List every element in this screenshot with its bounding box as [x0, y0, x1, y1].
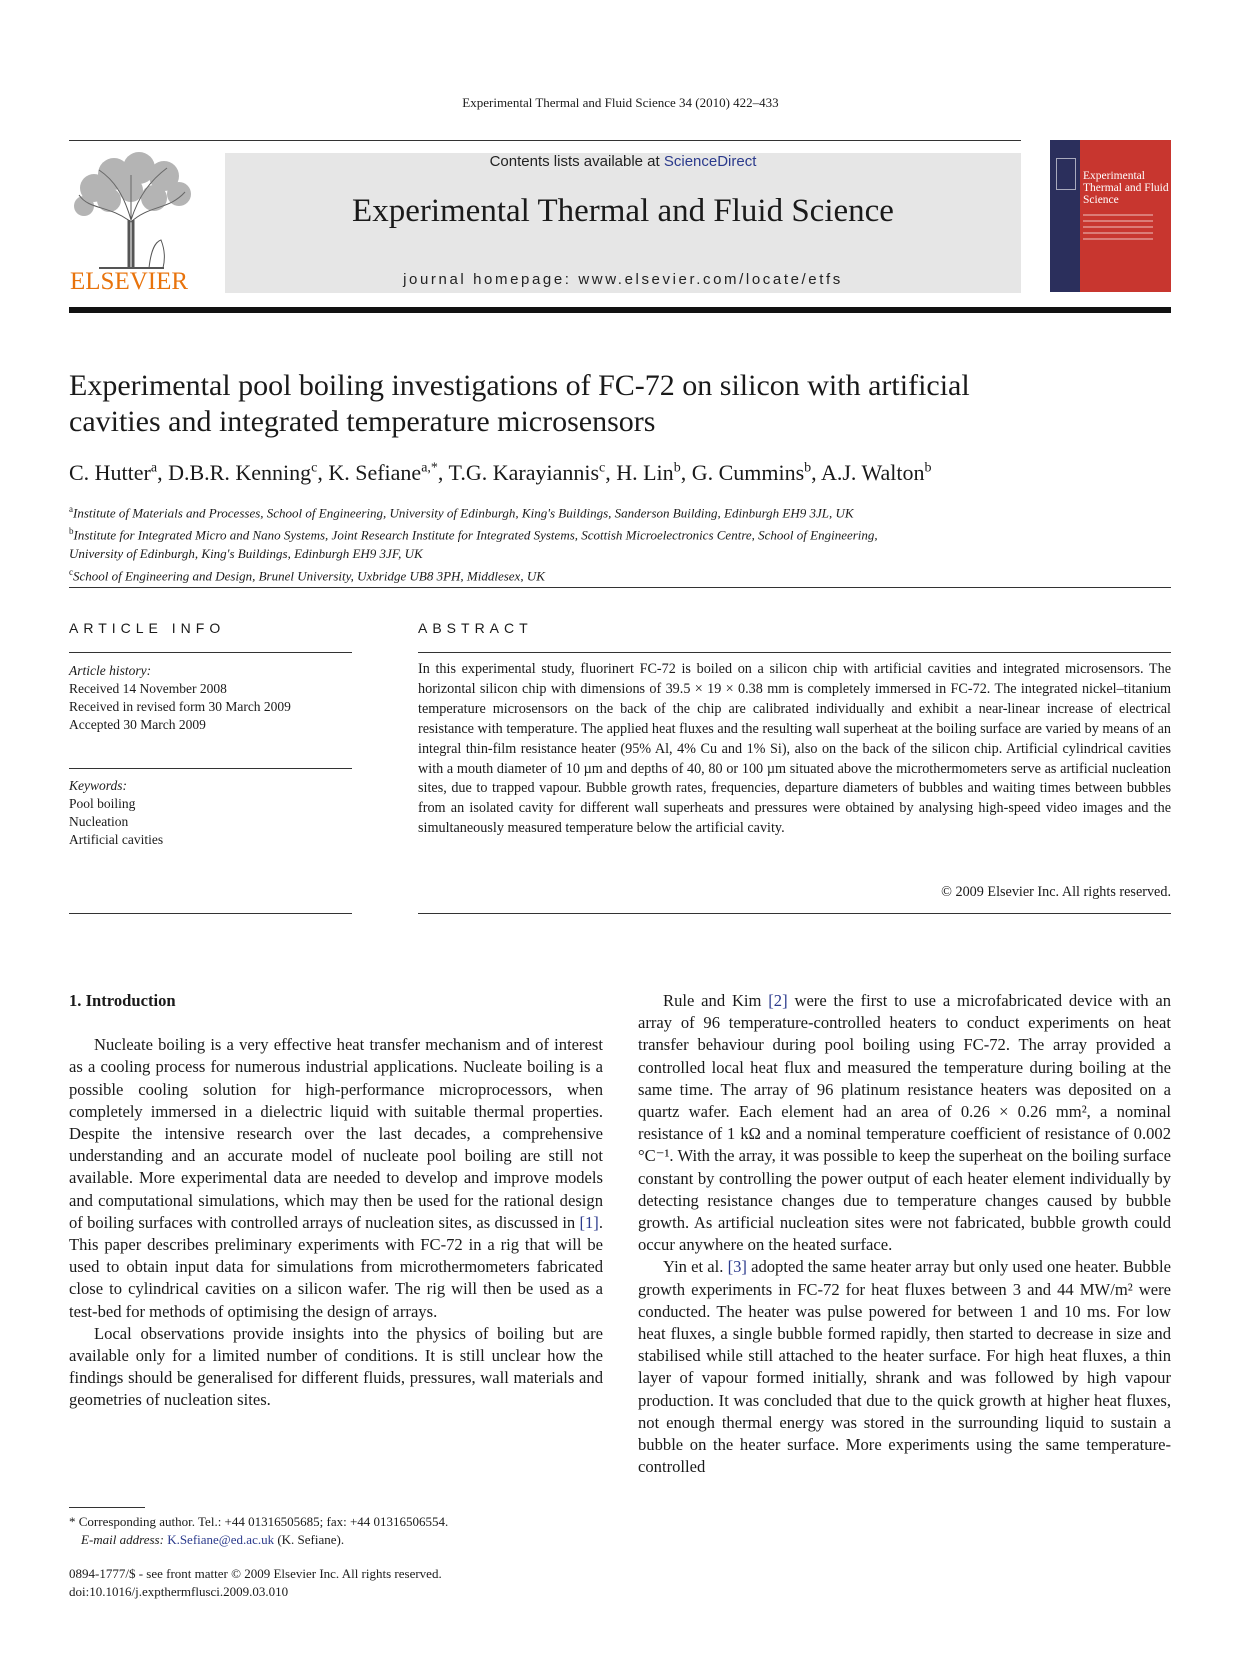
masthead-thick-rule	[69, 307, 1171, 313]
keyword: Pool boiling	[69, 796, 136, 811]
affiliations	[69, 500, 1169, 585]
journal-cover-thumbnail	[1050, 140, 1171, 292]
journal-homepage-link[interactable]: journal homepage: www.elsevier.com/locate/etfs	[403, 271, 843, 288]
author-affiliation-mark: c	[311, 460, 318, 476]
author-affiliation-mark: a,*	[421, 460, 438, 476]
footnote-rule	[69, 1507, 145, 1508]
journal-citation: Experimental Thermal and Fluid Science 34 (2010) 422–433	[462, 95, 779, 110]
email-link[interactable]: K.Sefiane@ed.ac.uk	[167, 1532, 275, 1547]
paragraph	[69, 1034, 603, 1323]
keywords-label: Keywords:	[69, 778, 127, 793]
email-label: E-mail address:	[81, 1532, 168, 1547]
abstract-rule	[418, 652, 1171, 653]
author-affiliation-mark: b	[924, 460, 932, 476]
citation-link[interactable]: [1]	[579, 1212, 599, 1232]
paragraph: Local observations provide insights into the physics of boiling but are available only for a limited number of conditions. It is still unclear how the findings should be generalised for different fluids, pressures, wall materials and geometries of nucleation sites.	[69, 1323, 603, 1410]
author-affiliation-mark: c	[599, 460, 606, 476]
affiliation-text: Institute for Integrated Micro and Nano Systems, Joint Research Institute for Integrated Systems, Scottish Microelectronics Centre, School of Engineering,	[73, 527, 878, 543]
affiliation	[69, 500, 1169, 522]
abstract-heading: ABSTRACT	[418, 620, 533, 636]
author[interactable]: T.G. Karayiannis	[448, 460, 600, 485]
cover-title: Experimental Thermal and Fluid Science	[1083, 170, 1169, 206]
revised-date: Received in revised form 30 March 2009	[69, 699, 291, 714]
affiliation	[69, 522, 1169, 544]
footnote	[69, 1513, 609, 1549]
author[interactable]: G. Cummins	[691, 460, 805, 485]
accepted-date: Accepted 30 March 2009	[69, 717, 206, 732]
author[interactable]: C. Hutter	[69, 460, 151, 485]
paragraph-text: were the first to use a microfabricated device with an array of 96 temperature-controlled heaters to conduct experiments on heat transfer behaviour during pool boiling using FC-72. The array provided a controlled local heat flux and measured the temperature during boiling at the same time. The array of 96 platinum resistance heaters was deposited on a quartz wafer. Each element had an area of 0.26 × 0.26 mm², a nominal resistance of 1 kΩ and a nominal temperature coefficient of resistance of 0.002 °C⁻¹. With the array, it was possible to keep the superheat on the boiling surface constant by controlling the power output of each heater element individually by detecting resistance changes due to temperature changes caused by bubble growth. As artificial nucleation sites were not fabricated, bubble growth could occur anywhere on the heated surface.	[638, 991, 1171, 1255]
paragraph-text: Rule and Kim	[663, 991, 769, 1010]
citation-link[interactable]: [3]	[727, 1257, 747, 1277]
corresponding-author: * Corresponding author. Tel.: +44 01316505685; fax: +44 01316506554.	[69, 1514, 449, 1529]
abstract-text: In this experimental study, fluorinert FC-72 is boiled on a silicon chip with artificial cavities and integrated microsensors. The horizontal silicon chip with dimensions of 39.5 × 19 × 0.38 mm is completely immersed in FC-72. The integrated nickel–titanium temperature microsensors on the back of the chip are calibrated individually and exhibit a near-linear increase of electrical resistance with temperature. The applied heat fluxes and the resulting wall superheat at the boiling surface are varied by means of an integral thin-film resistance heater (95% Al, 4% Cu and 1% Si), also on the back of the silicon chip. Artificial cylindrical cavities with a mouth diameter of 10 µm and depths of 40, 80 or 100 µm situated above the microthermometers serve as artificial nucleation sites, due to trapped vapour. Bubble growth rates, frequencies, departure diameters of bubbles and waiting times between bubbles from an isolated cavity for different wall superheats and pressures were obtained by analysing high-speed video images and the simultaneously measured temperature below the artificial cavity.	[418, 661, 1171, 837]
sciencedirect-link[interactable]: ScienceDirect	[663, 153, 757, 170]
paragraph	[638, 990, 1171, 1256]
affiliation	[69, 545, 1169, 563]
keyword: Nucleation	[69, 814, 129, 829]
keywords-rule	[69, 768, 352, 769]
header-divider	[69, 140, 1021, 141]
cover-decoration	[1083, 214, 1153, 244]
article-history	[69, 662, 352, 734]
author-affiliation-mark: b	[804, 460, 812, 476]
doi-line[interactable]: doi:10.1016/j.expthermflusci.2009.03.010	[69, 1584, 289, 1599]
publisher-name: ELSEVIER	[70, 268, 189, 295]
author-list: C. Hutter$^a$, D.B.R. Kenning$^c$, K. Sefiane$^{a,*}$, T.G. Karayiannis$^c$, H. Lin$^b$, G. Cummins$^b$, A.J. Walton$^b$	[69, 460, 932, 485]
author[interactable]: D.B.R. Kenning	[168, 460, 312, 485]
author[interactable]: H. Lin	[616, 460, 674, 485]
body-left-column	[69, 990, 603, 1412]
article-title	[69, 368, 1169, 440]
paragraph-text: Yin et al.	[663, 1257, 728, 1277]
section-title: 1. Introduction	[69, 991, 176, 1010]
paragraph-text: adopted the same heater array but only used one heater. Bubble growth experiments in FC-72 for heat fluxes between 3 and 44 MW/m² were conducted. The heater was pulse powered for between 1 and 10 ms. For low heat fluxes, a single bubble formed rapidly, then started to decrease in size and stabilised while still attached to the heater surface. For high heat fluxes, a thin layer of vapour formed initially, shrank and was followed by high vapour production. It was concluded that due to the quick growth at higher heat fluxes, not enough thermal energy was stored in the surrounding liquid to sustain a bubble on the heater surface. More experiments using the same temperature-controlled	[638, 1257, 1171, 1477]
body-right-column	[638, 990, 1171, 1478]
article-info-bottom-rule	[69, 913, 352, 914]
cover-etfs-logo	[1056, 158, 1076, 190]
email-suffix: (K. Sefiane).	[274, 1532, 345, 1547]
author-affiliation-mark: b	[673, 460, 681, 476]
article-title-line-2: cavities and integrated temperature microsensors	[69, 405, 656, 438]
affiliation-text: School of Engineering and Design, Brunel University, Uxbridge UB8 3PH, Middlesex, UK	[73, 567, 545, 583]
abstract-bottom-rule	[418, 913, 1171, 914]
paragraph-text: . This paper describes preliminary experiments with FC-72 in a rig that will be used to obtain input data for simulations from microthermometers fabricated close to cylindrical cavities on a silicon wafer. The rig will then be used as a test-bed for methods of optimising the design of arrays.	[69, 1212, 603, 1321]
email-line	[69, 1531, 609, 1549]
affiliation-mark: b	[69, 526, 74, 537]
affiliation-text: University of Edinburgh, King's Buildings, Edinburgh EH9 3JF, UK	[69, 545, 423, 561]
issn-line: 0894-1777/$ - see front matter © 2009 Elsevier Inc. All rights reserved.	[69, 1566, 442, 1581]
paragraph	[638, 1256, 1171, 1478]
paragraph-text: Nucleate boiling is a very effective heat transfer mechanism and of interest as a cooling process for numerous industrial applications. Nucleate boiling is a possible cooling solution for high-performance microprocessors, when completely immersed in a dielectric liquid with suitable thermal properties. Despite the intensive research over the last decades, a comprehensive understanding and an accurate model of nucleate pool boiling are still not available. More experimental data are needed to develop and improve models and computational simulations, which may then be used for the rational design of boiling surfaces with controlled arrays of nucleation sites, as discussed in	[69, 1035, 603, 1232]
front-matter	[69, 1565, 609, 1601]
contents-prefix: Contents lists available at	[489, 153, 664, 170]
keyword: Artificial cavities	[69, 832, 164, 847]
keywords	[69, 777, 352, 849]
article-title-line-1: Experimental pool boiling investigations of FC-72 on silicon with artificial	[69, 369, 970, 402]
affiliation	[69, 563, 1169, 585]
received-date: Received 14 November 2008	[69, 681, 227, 696]
citation-link[interactable]: [2]	[768, 991, 788, 1010]
author[interactable]: A.J. Walton	[820, 460, 925, 485]
history-label: Article history:	[69, 663, 152, 678]
affiliation-mark: a	[69, 504, 73, 514]
journal-masthead	[225, 153, 1021, 293]
article-info-rule	[69, 652, 352, 653]
author[interactable]: K. Sefiane	[328, 460, 422, 485]
affiliation-mark: c	[69, 566, 73, 577]
affiliations-divider	[69, 587, 1171, 588]
affiliation-text: Institute of Materials and Processes, School of Engineering, University of Edinburgh, King's Buildings, Sanderson Building, Edinburgh EH9 3JL, UK	[73, 505, 854, 521]
journal-title: Experimental Thermal and Fluid Science	[352, 193, 894, 229]
abstract-copyright: © 2009 Elsevier Inc. All rights reserved.	[941, 884, 1171, 900]
article-info-heading: ARTICLE INFO	[69, 620, 226, 636]
author-affiliation-mark: a	[150, 460, 158, 476]
contents-line	[225, 153, 1021, 170]
